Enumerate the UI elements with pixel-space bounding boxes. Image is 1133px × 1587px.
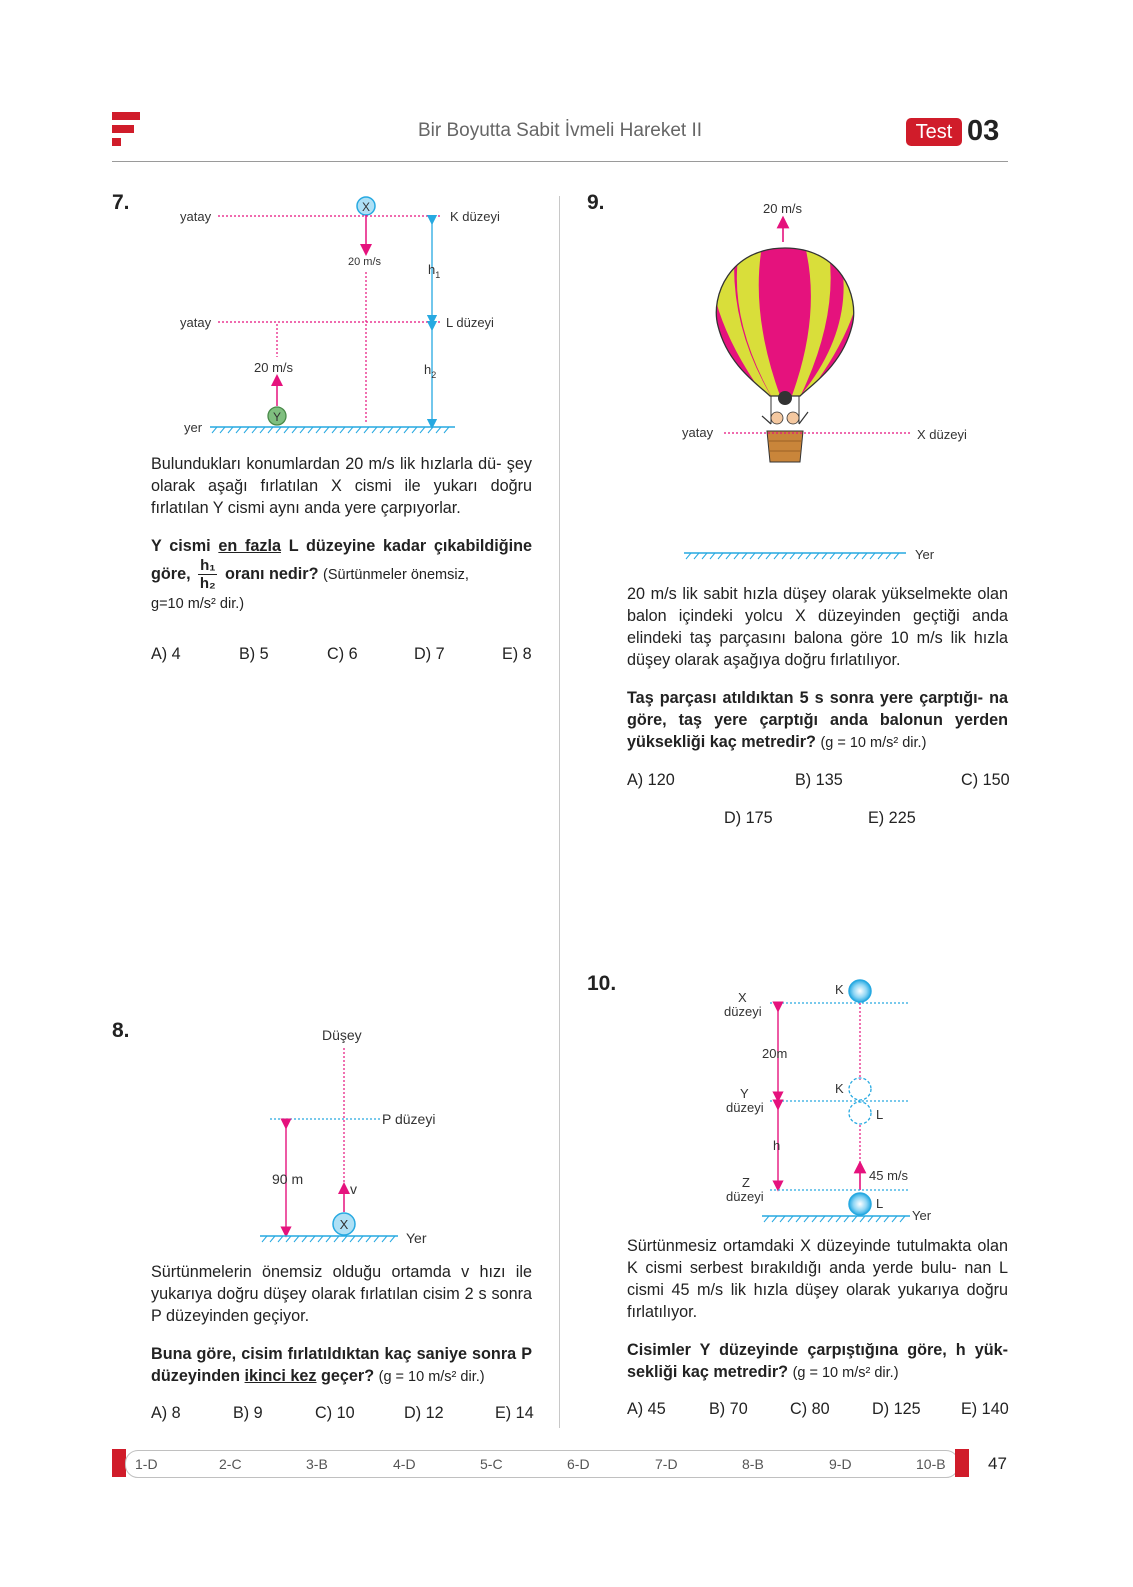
publisher-logo [112, 112, 142, 152]
distance-label: 90 m [272, 1171, 304, 1187]
l-level-label: L düzeyi [446, 315, 494, 330]
y-level-label-2: düzeyi [726, 1100, 764, 1115]
question-9-intro: 20 m/s lik sabit hızla düşey olarak yükselmekte olan balon içindeki yolcu X düzeyinden geçtiği anda elindeki taş parçasını balona göre 10 m/s lik hızla düşey olarak aşağıya doğru fırlatılıyor. [627, 585, 1008, 669]
ground-label: yer [184, 420, 203, 435]
test-number: 03 [967, 115, 1000, 147]
yatay-label: yatay [682, 425, 714, 440]
q8-option-c[interactable]: C) 10 [315, 1404, 355, 1422]
question-8-text [151, 1261, 532, 1388]
question-7-number: 7. [112, 191, 130, 214]
speed-label: 45 m/s [869, 1168, 909, 1183]
q7-option-b[interactable]: B) 5 [239, 645, 269, 663]
answer-key-item: 6-D [567, 1456, 590, 1472]
l-ball-mid [849, 1102, 871, 1124]
chapter-title: Bir Boyutta Sabit İvmeli Hareket II [417, 120, 703, 141]
question-10-number: 10. [587, 972, 617, 995]
q10-option-b[interactable]: B) 70 [709, 1400, 748, 1418]
question-10-prompt: Cisimler Y düzeyinde çarpıştığına göre, h yük- sekliği kaç metredir? (g = 10 m/s² dir.) [627, 1341, 1008, 1381]
question-8-number: 8. [112, 1019, 130, 1042]
q7-option-a[interactable]: A) 4 [151, 645, 181, 663]
q10-option-d[interactable]: D) 125 [872, 1400, 921, 1418]
vertical-label: Düşey [322, 1027, 362, 1043]
answer-key-item: 9-D [829, 1456, 852, 1472]
test-badge: Test [906, 118, 962, 146]
yatay-label-mid: yatay [180, 315, 212, 330]
k-mid-label: K [835, 1081, 844, 1096]
question-7-figure [170, 192, 530, 442]
x-level-label: X düzeyi [917, 427, 967, 442]
p-level-label: P düzeyi [382, 1111, 436, 1127]
column-divider [559, 196, 560, 1428]
question-10-intro: Sürtünmesiz ortamdaki X düzeyinde tutulmakta olan K cismi serbest bırakıldığı anda yerde bulu- nan L cismi 45 m/s lik hızla düşey olarak yukarıya doğru fırlatılıyor. [627, 1237, 1008, 1321]
k-level-label: K düzeyi [450, 209, 500, 224]
q8-option-d[interactable]: D) 12 [404, 1404, 444, 1422]
q10-option-e[interactable]: E) 140 [961, 1400, 1009, 1418]
k-top-label: K [835, 982, 844, 997]
z-level-label-1: Z [742, 1175, 750, 1190]
x-object-label: X [361, 200, 371, 214]
question-7-text [151, 453, 532, 615]
yatay-label-top: yatay [180, 209, 212, 224]
answer-key-item: 1-D [135, 1456, 158, 1472]
distance-label: 20m [762, 1046, 788, 1061]
q8-option-e[interactable]: E) 14 [495, 1404, 534, 1422]
answer-key-item: 4-D [393, 1456, 416, 1472]
x-level-label-2: düzeyi [724, 1004, 762, 1019]
question-10-figure [710, 975, 960, 1230]
page-number: 47 [988, 1454, 1007, 1473]
x-ball-label: X [339, 1217, 349, 1232]
ground-label: Yer [406, 1230, 427, 1246]
y-speed-label: 20 m/s [254, 360, 294, 375]
q7-option-e[interactable]: E) 8 [502, 645, 532, 663]
h-label: h [773, 1138, 781, 1153]
question-9-number: 9. [587, 191, 605, 214]
q10-option-c[interactable]: C) 80 [790, 1400, 830, 1418]
question-7-prompt: Y cismi en fazla L düzeyine kadar çıkabildiğine göre, $\frac{\text{h₁}}{\text{h₂}}$ oranı nedir? (Sürtünmeler önemsiz, g=10 m/s² dir.) [151, 537, 532, 612]
footer-red-block-right [955, 1449, 969, 1477]
v-label: v [350, 1181, 357, 1197]
y-object-label: Y [272, 410, 282, 424]
q10-option-a[interactable]: A) 45 [627, 1400, 666, 1418]
question-9-figure [670, 196, 990, 571]
q7-option-d[interactable]: D) 7 [414, 645, 445, 663]
x-speed-label: 20 m/s [348, 256, 382, 268]
ground-label: Yer [912, 1208, 932, 1223]
answer-key-item: 10-B [916, 1456, 946, 1472]
h-ratio-fraction: $\frac{\text{h₁}}{\text{h₂}}$ [199, 557, 216, 592]
speed-label: 20 m/s [763, 201, 803, 216]
z-level-label-2: düzeyi [726, 1189, 764, 1204]
q8-option-a[interactable]: A) 8 [151, 1404, 181, 1422]
q9-option-a[interactable]: A) 120 [627, 771, 675, 789]
question-10-text [627, 1235, 1008, 1384]
q9-option-b[interactable]: B) 135 [795, 771, 843, 789]
h2-label: $h_2$ [424, 362, 437, 380]
ground-label: Yer [915, 547, 935, 562]
footer-red-block-left [112, 1449, 126, 1477]
question-7-intro: Bulundukları konumlardan 20 m/s lik hızlarla dü- şey olarak aşağı fırlatılan X cismi ile yukarı doğru fırlatılan Y cismi aynı anda yere çarpıyorlar. [151, 455, 532, 517]
answer-key-item: 8-B [742, 1456, 764, 1472]
question-8-figure [250, 1022, 450, 1252]
h1-label: $h_1$ [428, 262, 441, 280]
q9-option-d[interactable]: D) 175 [724, 809, 773, 827]
q7-option-c[interactable]: C) 6 [327, 645, 358, 663]
question-9-prompt: Taş parçası atıldıktan 5 s sonra yere çarptığı- na göre, taş yere çarptığı anda balonun yerden yüksekliği kaç metredir? (g = 10 m/s² dir.) [627, 689, 1008, 751]
k-ball-top [849, 980, 871, 1002]
answer-key-item: 2-C [219, 1456, 242, 1472]
q9-option-e[interactable]: E) 225 [868, 809, 916, 827]
header-divider [112, 161, 1008, 162]
x-level-label-1: X [738, 990, 747, 1005]
q8-option-b[interactable]: B) 9 [233, 1404, 263, 1422]
question-9-text [627, 583, 1008, 754]
q9-option-c[interactable]: C) 150 [961, 771, 1010, 789]
answer-key-item: 7-D [655, 1456, 678, 1472]
answer-key-item: 5-C [480, 1456, 503, 1472]
question-8-prompt: Buna göre, cisim fırlatıldıktan kaç saniye sonra P düzeyinden ikinci kez geçer? (g = 10 m/s² dir.) [151, 1345, 532, 1385]
l-ball-bottom [849, 1193, 871, 1215]
k-ball-mid [849, 1078, 871, 1100]
answer-key-item: 3-B [306, 1456, 328, 1472]
l-bottom-label: L [876, 1196, 884, 1211]
l-mid-label: L [876, 1107, 884, 1122]
question-8-intro: Sürtünmelerin önemsiz olduğu ortamda v hızı ile yukarıya doğru düşey olarak fırlatılan cisim 2 s sonra P düzeyinden geçiyor. [151, 1263, 532, 1325]
y-level-label-1: Y [740, 1086, 749, 1101]
